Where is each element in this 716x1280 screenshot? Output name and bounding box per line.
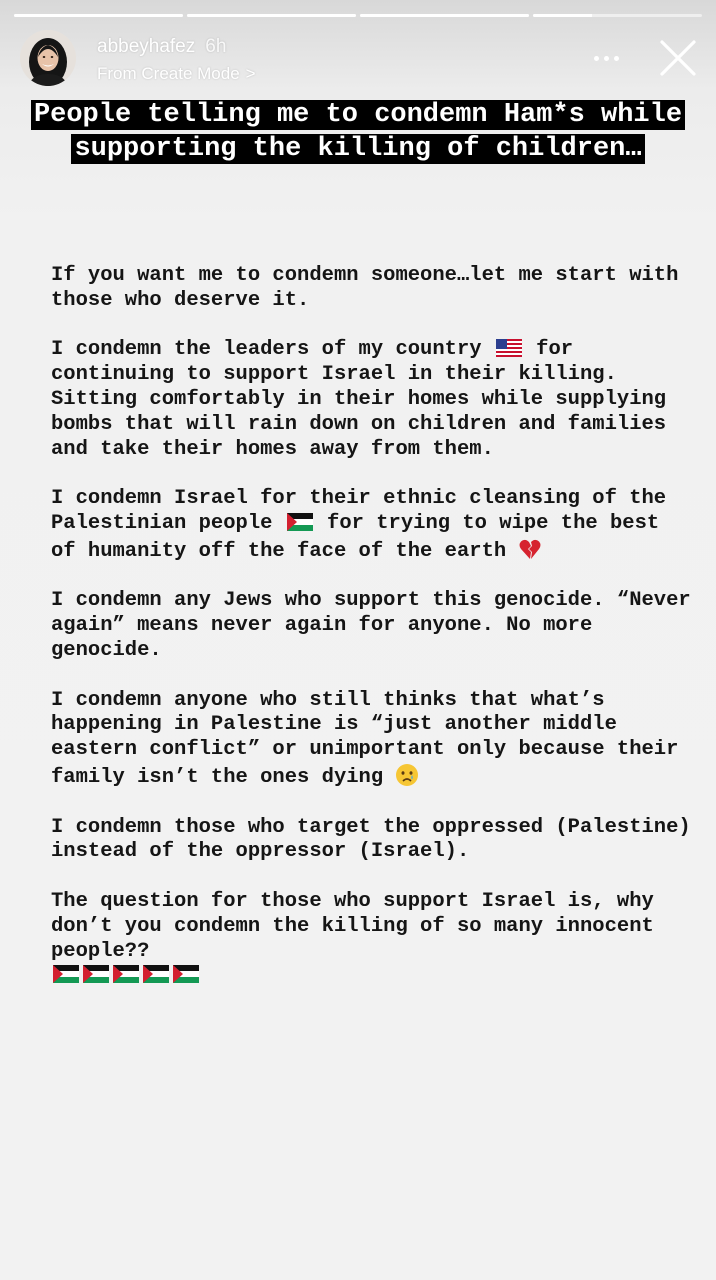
story-headline <box>0 98 716 166</box>
palestine-flag-emoji <box>113 965 139 983</box>
paragraph-text: If you want me to condemn someone…let me start with those who deserve it. <box>51 264 679 312</box>
paragraph-text: I condemn Israel for their ethnic cleansing of the Palestinian people <box>51 487 667 535</box>
story-body-text <box>51 264 691 1014</box>
create-mode-label: From Create Mode <box>97 64 240 83</box>
paragraph <box>51 589 691 663</box>
paragraph-text: for continuing to support Israel in their killing. Sitting comfortably in their homes while supplying bombs that will rain down on children and families and take their homes away from them. <box>51 338 667 461</box>
more-options-button[interactable] <box>588 46 624 70</box>
broken-heart-emoji <box>518 537 542 561</box>
story-progress-bar <box>14 14 702 17</box>
progress-segment <box>14 14 183 17</box>
progress-fill <box>14 14 183 17</box>
palestine-flag-emoji <box>287 513 313 531</box>
close-button[interactable] <box>658 38 698 78</box>
progress-fill <box>360 14 529 17</box>
crying-face-emoji <box>395 763 419 787</box>
username[interactable]: abbeyhafez <box>97 36 196 57</box>
headline-text: People telling me to condemn Ham*s while supporting the killing of children… <box>31 100 685 164</box>
progress-segment <box>360 14 529 17</box>
paragraph <box>51 264 691 314</box>
paragraph <box>51 338 691 462</box>
user-line <box>97 36 226 58</box>
paragraph-text: I condemn anyone who still thinks that what’s happening in Palestine is “just another middle eastern conflict” or unimportant only because their family isn’t the ones dying <box>51 688 679 789</box>
more-dot <box>614 56 619 61</box>
paragraph-text: I condemn the leaders of my country <box>51 338 494 362</box>
more-dot <box>604 56 609 61</box>
create-mode-link[interactable] <box>97 64 256 84</box>
close-icon <box>658 38 698 78</box>
avatar[interactable] <box>20 30 76 86</box>
paragraph-text: for trying to wipe the best of humanity off the face of the earth <box>51 511 660 563</box>
paragraph-text: I condemn any Jews who support this genocide. “Never again” means never again for anyone. No more genocide. <box>51 589 691 662</box>
paragraph <box>51 816 691 866</box>
us-flag-emoji <box>496 339 522 357</box>
paragraph-text: The question for those who support Israel is, why don’t you condemn the killing of so many innocent people?? <box>51 889 654 963</box>
palestine-flag-emoji <box>143 965 169 983</box>
paragraph <box>51 487 691 564</box>
progress-fill <box>533 14 592 17</box>
story-header <box>20 30 698 90</box>
progress-segment <box>187 14 356 17</box>
paragraph <box>51 890 691 989</box>
palestine-flag-emoji <box>53 965 79 983</box>
chevron-right-icon: > <box>245 64 256 83</box>
progress-segment <box>533 14 702 17</box>
progress-fill <box>187 14 356 17</box>
palestine-flag-emoji <box>173 965 199 983</box>
palestine-flags-row <box>51 964 201 987</box>
palestine-flag-emoji <box>83 965 109 983</box>
paragraph-text: I condemn those who target the oppressed (Palestine) instead of the oppressor (Israel). <box>51 815 691 864</box>
more-dot <box>594 56 599 61</box>
paragraph <box>51 689 691 791</box>
post-time: 6h <box>205 36 227 57</box>
